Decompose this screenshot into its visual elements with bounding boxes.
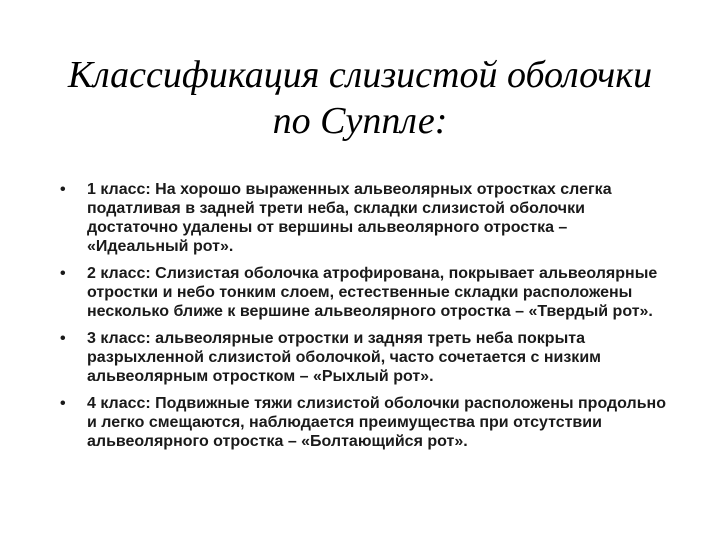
bullet-list bbox=[60, 180, 670, 459]
bullet-item-class-1 bbox=[60, 180, 670, 256]
slide-title-line-2: по Суппле: bbox=[272, 100, 448, 142]
bullet-item-class-2 bbox=[60, 264, 670, 321]
bullet-item-class-3 bbox=[60, 329, 670, 386]
bullet-text: 3 класс: альвеолярные отростки и задняя треть неба покрыта разрыхленной слизистой оболочкой, часто сочетается с низким альвеолярным отростком – «Рыхлый рот». bbox=[87, 330, 601, 385]
bullet-icon: • bbox=[60, 265, 66, 282]
bullet-text: 2 класс: Слизистая оболочка атрофирована, покрывает альвеолярные отростки и небо тонким слоем, естественные складки расположены несколько ближе к вершине альвеолярного отростка – «Твердый рот». bbox=[87, 265, 658, 320]
bullet-icon: • bbox=[60, 395, 66, 412]
slide-title-line-1: Классификация слизистой оболочки bbox=[67, 54, 653, 96]
bullet-text: 1 класс: На хорошо выраженных альвеолярных отростках слегка податливая в задней трети неба, складки слизистой оболочки достаточно удалены от вершины альвеолярного отростка – «Идеальный рот». bbox=[87, 181, 612, 255]
bullet-icon: • bbox=[60, 330, 66, 347]
slide-title bbox=[40, 52, 680, 144]
bullet-item-class-4 bbox=[60, 394, 670, 451]
bullet-icon: • bbox=[60, 181, 66, 198]
bullet-text: 4 класс: Подвижные тяжи слизистой оболочки расположены продольно и легко смещаются, наблюдается преимущества при отсутствии альвеолярного отростка – «Болтающийся рот». bbox=[87, 395, 666, 450]
